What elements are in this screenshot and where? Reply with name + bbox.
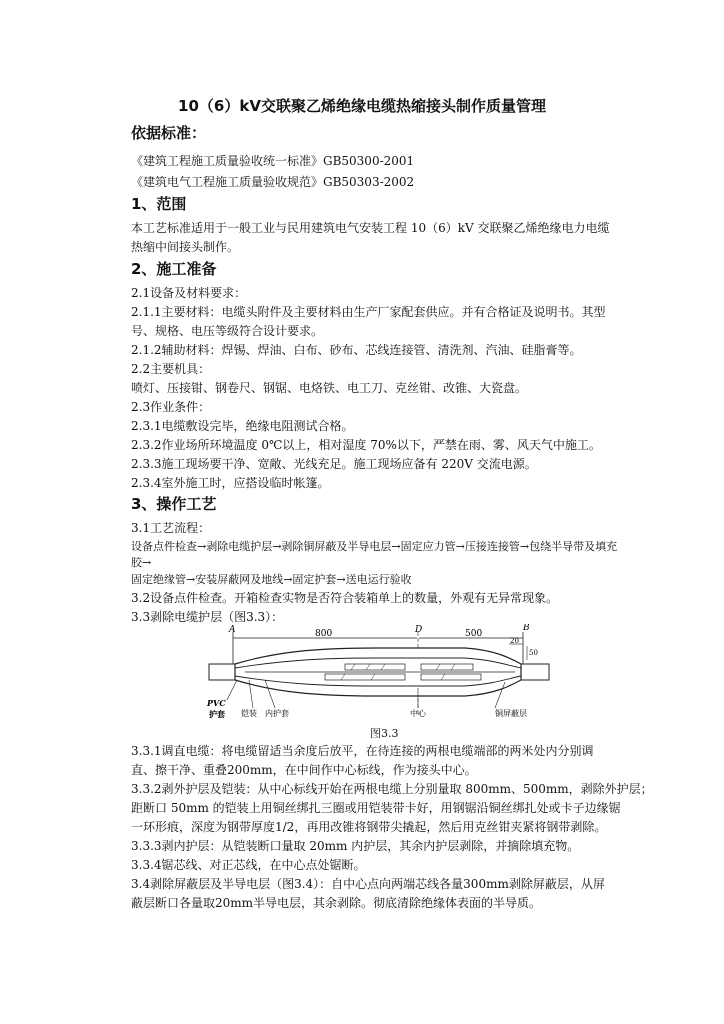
flow-line: 胶→ bbox=[131, 556, 152, 569]
label-pvc: PVC bbox=[207, 698, 226, 708]
section-3-line: 3.2设备点件检查。开箱检查实物是否符合装箱单上的数量，外观有无异常现象。 bbox=[131, 591, 559, 605]
standard-line: 《建筑工程施工质量验收统一标准》GB50300-2001 bbox=[131, 154, 415, 168]
section-3-line: 3.3.2剥外护层及铠装：从中心标线开始在两根电缆上分别量取 800mm、500mm，剥除外护层； bbox=[131, 782, 653, 796]
label-sheath: 护套 bbox=[209, 709, 225, 719]
label-a: A bbox=[229, 625, 236, 635]
section-3-line: 3.3剥除电缆护层（图3.3）： bbox=[131, 610, 284, 624]
label-inner-sheath: 内护套 bbox=[265, 709, 289, 718]
label-d: D bbox=[415, 625, 423, 635]
flow-label: 3.1工艺流程： bbox=[131, 521, 211, 535]
section-2-line: 2.2主要机具： bbox=[131, 362, 211, 376]
label-armor: 铠装 bbox=[241, 709, 257, 718]
dim-label-800: 800 bbox=[315, 629, 333, 639]
cable-stripping-figure bbox=[205, 624, 555, 724]
label-b: B bbox=[523, 624, 530, 633]
basis-heading: 依据标准： bbox=[131, 124, 207, 142]
section-2-heading: 2、施工准备 bbox=[131, 260, 217, 278]
section-1-line: 热缩中间接头制作。 bbox=[131, 240, 240, 254]
section-3-line: 蔽层断口各量取20mm半导电层，其余剥除。彻底清除绝缘体表面的半导质。 bbox=[131, 896, 542, 910]
label-center: 中心 bbox=[410, 709, 426, 718]
section-2-line: 2.3.1电缆敷设完毕，绝缘电阻测试合格。 bbox=[131, 419, 354, 433]
dim-label-20: 20 bbox=[510, 637, 519, 645]
flow-line: 固定绝缘管→安装屏蔽网及地线→固定护套→送电运行验收 bbox=[131, 573, 412, 586]
section-2-line: 2.3.4室外施工时，应搭设临时帐篷。 bbox=[131, 476, 330, 490]
label-copper-shield: 铜屏蔽层 bbox=[495, 709, 527, 718]
section-2-line: 2.1.2辅助材料：焊锡、焊油、白布、砂布、芯线连接管、清洗剂、汽油、硅脂膏等。 bbox=[131, 343, 582, 357]
section-3-line: 3.3.3剥内护层：从铠装断口量取 20mm 内护层，其余内护层剥除，并摘除填充物。 bbox=[131, 839, 580, 853]
section-3-line: 3.4剥除屏蔽层及半导电层（图3.4）：自中心点向两端芯线各量300mm剥除屏蔽层，从屏 bbox=[131, 877, 605, 891]
section-3-line: 3.3.1调直电缆：将电缆留适当余度后放平，在待连接的两根电缆端部的两米处内分别调 bbox=[131, 744, 594, 758]
section-2-line: 喷灯、压接钳、钢卷尺、钢锯、电烙铁、电工刀、克丝钳、改锥、大瓷盘。 bbox=[131, 381, 528, 395]
section-2-line: 2.3.3施工现场要干净、宽敞、光线充足。施工现场应备有 220V 交流电源。 bbox=[131, 457, 537, 471]
section-1-line: 本工艺标准适用于一般工业与民用建筑电气安装工程 10（6）kV 交联聚乙烯绝缘电力电缆 bbox=[131, 221, 610, 235]
section-2-line: 2.1设备及材料要求： bbox=[131, 286, 247, 300]
section-3-line: 直、擦干净、重叠200mm，在中间作中心标线，作为接头中心。 bbox=[131, 763, 477, 777]
standard-line: 《建筑电气工程施工质量验收规范》GB50303-2002 bbox=[131, 175, 415, 189]
section-2-line: 2.3作业条件： bbox=[131, 400, 211, 414]
dim-label-50: 50 bbox=[529, 649, 538, 657]
figure-caption: 图3.3 bbox=[370, 727, 399, 740]
section-3-line: 一环形痕，深度为钢带厚度1/2，再用改锥将钢带尖撬起，然后用克丝钳夹紧将钢带剥除。 bbox=[131, 820, 607, 834]
section-3-line: 距断口 50mm 的铠装上用铜丝绑扎三圈或用铠装带卡好，用钢锯沿铜丝绑扎处或卡子边缘锯 bbox=[131, 801, 621, 815]
flow-line: 设备点件检查→剥除电缆护层→剥除铜屏蔽及半导电层→固定应力管→压接连接管→包绕半导带及填充 bbox=[131, 540, 618, 553]
page-title: 10（6）kV交联聚乙烯绝缘电缆热缩接头制作质量管理 bbox=[178, 97, 546, 115]
section-1-heading: 1、范围 bbox=[131, 195, 187, 213]
section-2-line: 号、规格、电压等级符合设计要求。 bbox=[131, 324, 324, 338]
section-2-line: 2.1.1主要材料：电缆头附件及主要材料由生产厂家配套供应。并有合格证及说明书。其型 bbox=[131, 305, 606, 319]
dim-label-500: 500 bbox=[465, 629, 483, 639]
section-3-line: 3.3.4锯芯线、对正芯线，在中心点处锯断。 bbox=[131, 858, 366, 872]
section-3-heading: 3、操作工艺 bbox=[131, 495, 217, 513]
section-2-line: 2.3.2作业场所环境温度 0℃以上，相对湿度 70%以下，严禁在雨、雾、风天气中施工。 bbox=[131, 438, 601, 452]
